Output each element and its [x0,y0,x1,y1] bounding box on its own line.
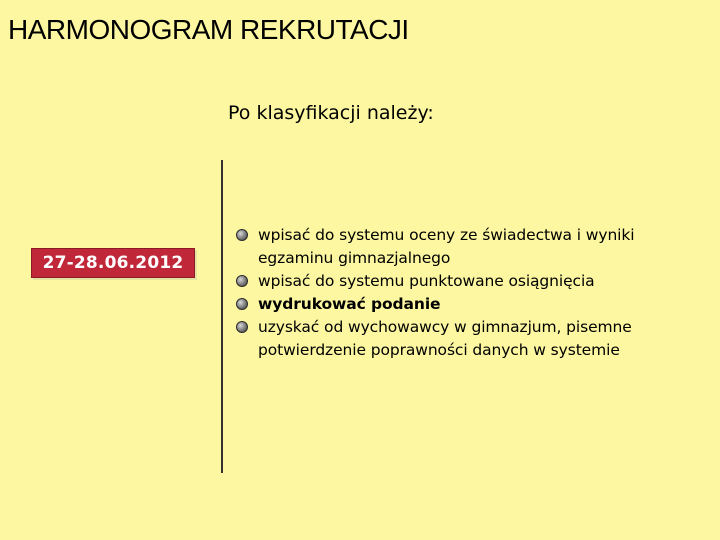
sphere-bullet-icon [236,298,248,310]
bullet-item-2 [236,270,706,293]
bullet-text: wydrukować podanie [258,295,441,313]
vertical-divider [221,160,223,473]
bullet-item-4 [236,316,706,362]
date-label-box: 27-28.06.2012 [31,248,195,278]
sphere-bullet-icon [236,321,248,333]
slide-title: HARMONOGRAM REKRUTACJI [8,14,409,45]
bullet-text: uzyskać od wychowawcy w gimnazjum, pisemne potwierdzenie poprawności danych w systemie [258,318,632,359]
sphere-bullet-icon [236,229,248,241]
sphere-bullet-icon [236,275,248,287]
slide-subtitle: Po klasyfikacji należy: [228,102,434,124]
bullet-item-3 [236,293,706,316]
bullet-text: wpisać do systemu oceny ze świadectwa i wyniki egzaminu gimnazjalnego [258,226,635,267]
bullet-text: wpisać do systemu punktowane osiągnięcia [258,272,595,290]
bullet-item-1 [236,224,706,270]
bullet-list [236,224,706,362]
